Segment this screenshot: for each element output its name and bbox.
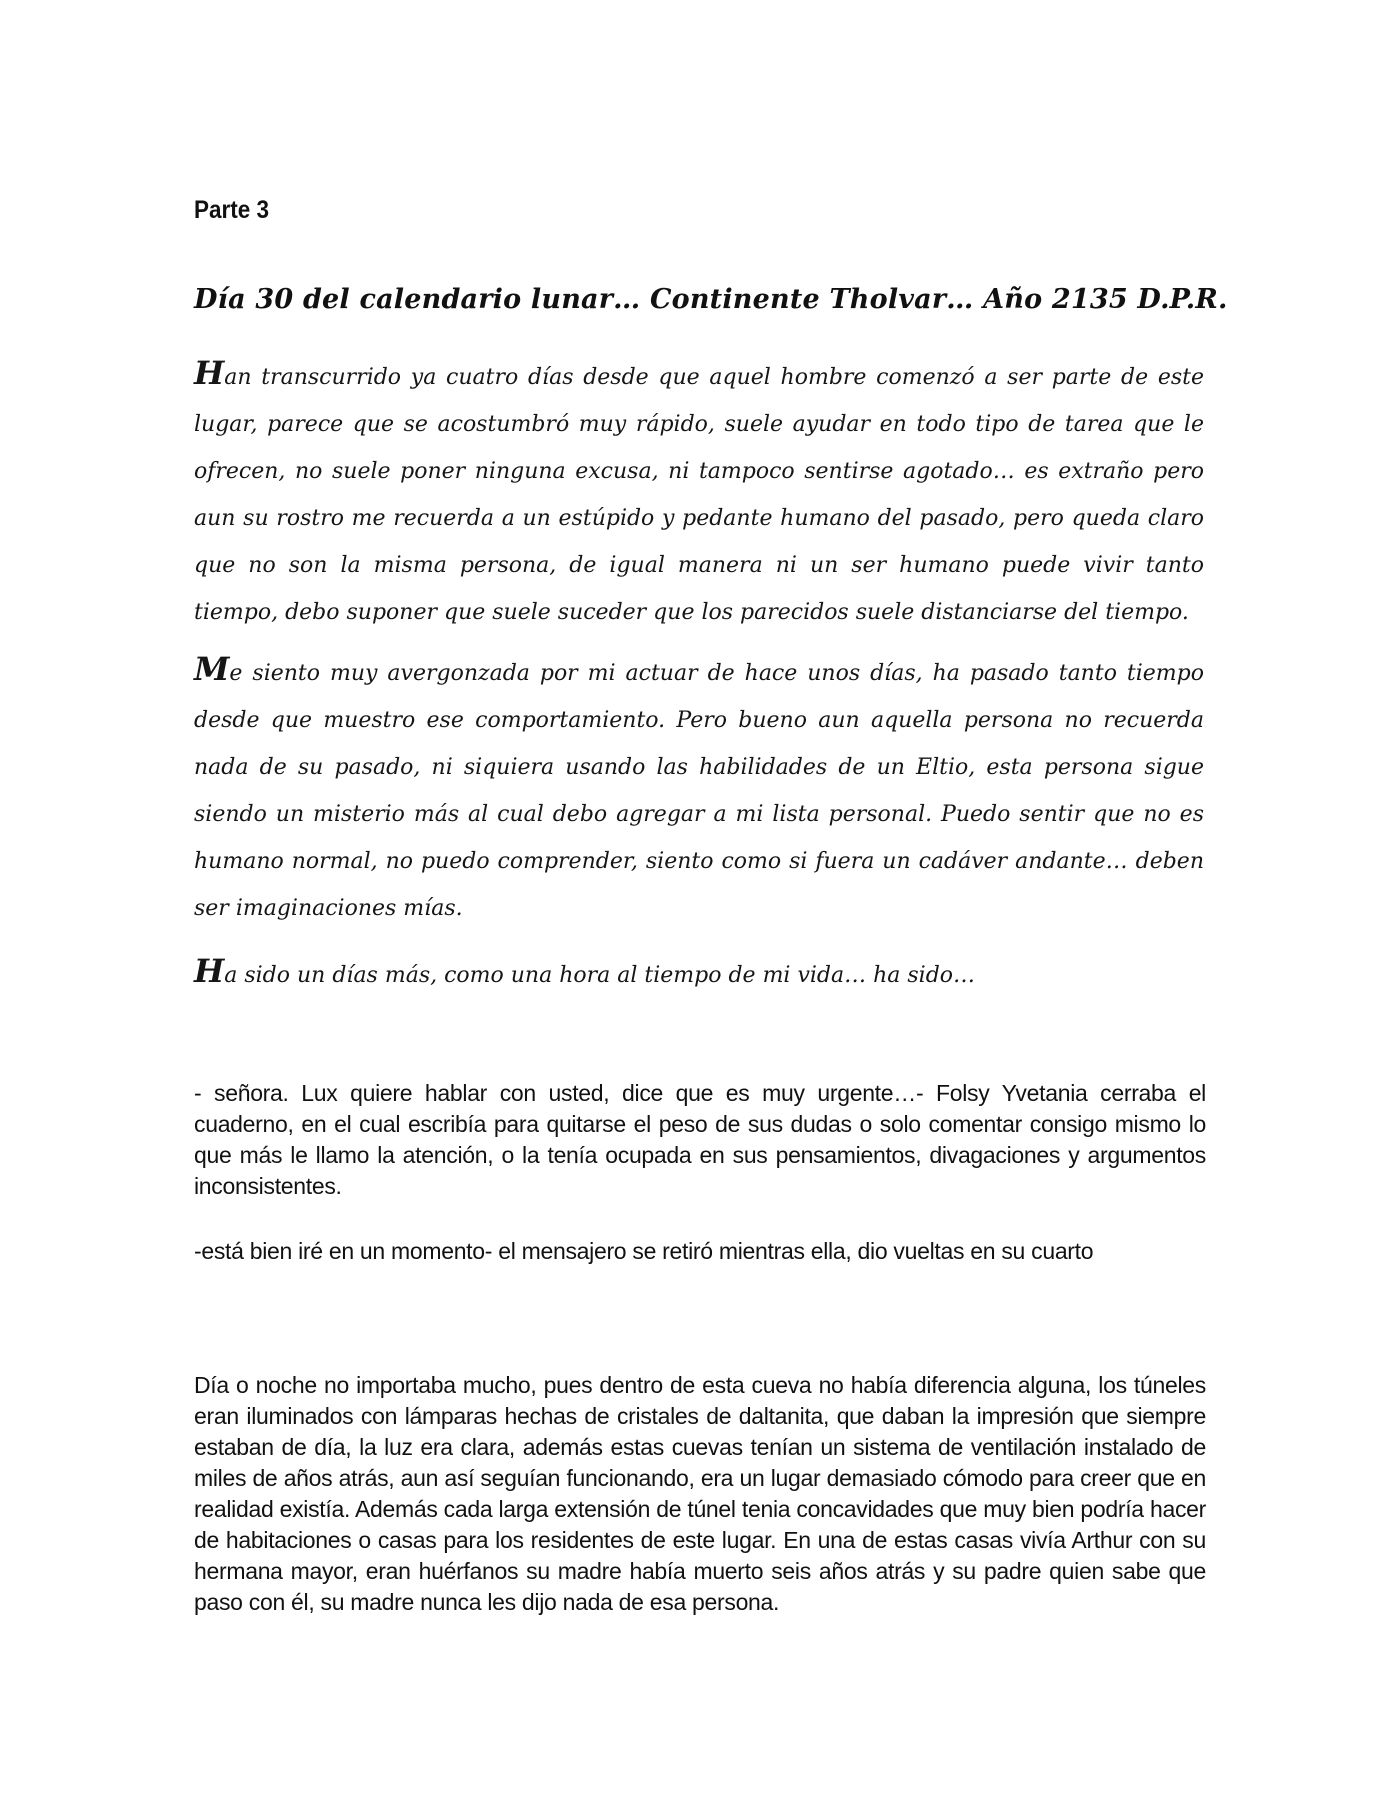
- part-title: Parte 3: [194, 196, 270, 224]
- drop-cap: H: [194, 952, 225, 990]
- diary-paragraph: [194, 948, 1204, 999]
- diary-heading: Día 30 del calendario lunar… Continente Tholvar… Año 2135 D.P.R.: [194, 284, 1228, 315]
- dialogue-paragraph: - señora. Lux quiere hablar con usted, dice que es muy urgente…- Folsy Yvetania cerraba el cuaderno, en el cual escribía para quitarse el peso de sus dudas o solo comentar consigo mismo lo que más le llamo la atención, o la tenía ocupada en sus pensamientos, divagaciones y argumentos inconsistentes.: [194, 1080, 1206, 1199]
- dialogue-paragraph: -está bien iré en un momento- el mensajero se retiró mientras ella, dio vueltas en su cuarto: [194, 1238, 1094, 1264]
- narrative-paragraph: Día o noche no importaba mucho, pues dentro de esta cueva no había diferencia alguna, los túneles eran iluminados con lámparas hechas de cristales de daltanita, que daban la impresión que siempre estaban de día, la luz era clara, además estas cuevas tenían un sistema de ventilación instalado de miles de años atrás, aun así seguían funcionando, era un lugar demasiado cómodo para creer que en realidad existía. Además cada larga extensión de túnel tenia concavidades que muy bien podría hacer de habitaciones o casas para los residentes de este lugar. En una de estas casas vivía Arthur con su hermana mayor, eran huérfanos su madre había muerto seis años atrás y su padre quien sabe que paso con él, su madre nunca les dijo nada de esa persona.: [194, 1372, 1206, 1615]
- drop-cap: H: [194, 354, 225, 392]
- diary-paragraph-text: an transcurrido ya cuatro días desde que aquel hombre comenzó a ser parte de este lugar, parece que se acostumbró muy rápido, suele ayudar en todo tipo de tarea que le ofrecen, no suele poner ninguna excusa, ni tampoco sentirse agotado… es extraño pero aun su rostro me recuerda a un estúpido y pedante humano del pasado, pero queda claro que no son la misma persona, de igual manera ni un ser humano puede vivir tanto tiempo, debo suponer que suele suceder que los parecidos suele distanciarse del tiempo.: [194, 365, 1204, 625]
- diary-paragraph-text: e siento muy avergonzada por mi actuar de hace unos días, ha pasado tanto tiempo desde que muestro ese comportamiento. Pero bueno aun aquella persona no recuerda nada de su pasado, ni siquiera usando las habilidades de un Eltio, esta persona sigue siendo un misterio más al cual debo agregar a mi lista personal. Puedo sentir que no es humano normal, no puedo comprender, siento como si fuera un cadáver andante… deben ser imaginaciones mías.: [194, 661, 1204, 921]
- diary-paragraph-text: a sido un días más, como una hora al tiempo de mi vida… ha sido…: [224, 963, 976, 988]
- diary-paragraph: [194, 350, 1204, 636]
- diary-paragraph: [194, 646, 1204, 932]
- drop-cap: M: [194, 650, 230, 688]
